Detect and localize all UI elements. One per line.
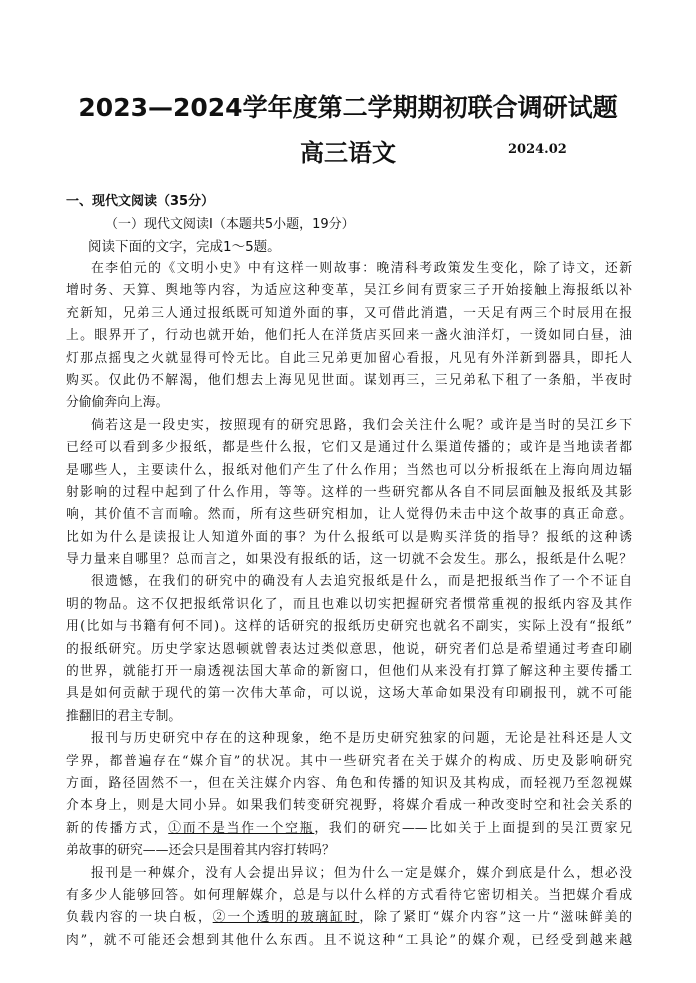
marked-phrase-2: ②一个透明的玻璃缸时 (212, 910, 360, 926)
subsection-heading: （一）现代文阅读Ⅰ（本题共5小题，19分） (105, 217, 355, 232)
passage-line: 在李伯元的《文明小史》中有这样一则故事：晚清科考政策发生变化，除了诗文，还新 (91, 261, 632, 276)
passage-line: 明的物品。这不仅把报纸常识化了，而且也难以切实把握研究者惯常重视的报纸内容及其作 (66, 596, 632, 612)
passage-line: 的报纸研究。历史学家达恩顿就曾表达过类似意思，他说，研究者们总是希望通过考查印刷 (66, 641, 632, 657)
exam-date: 2024.02 (508, 142, 567, 157)
passage-line: 倘若这是一段史实，按照现有的研究思路，我们会关注什么呢？或许是当时的吴江乡下 (91, 417, 632, 433)
passage-line: 是哪些人，主要读什么，报纸对他们产生了什么作用；当然也可以分析报纸在上海向周边辐 (66, 462, 632, 478)
passage-line: 推翻旧的君主专制。 (66, 708, 182, 724)
passage-line: 购买。仅此仍不解渴，他们想去上海见见世面。谋划再三，三兄弟私下租了一条船，半夜时 (66, 372, 632, 388)
passage-fragment: 新的传播方式， (66, 820, 169, 836)
passage-line: 的世界，就能打开一扇透视法国大革命的新窗口，但他们从来没有打算了解这种主要传播工 (66, 664, 632, 680)
passage-line: 报刊是一种媒介，没有人会提出异议；但为什么一定是媒介，媒介到底是什么，想必没 (91, 865, 632, 881)
passage-line: 弟故事的研究——还会只是围着其内容打转吗？ (66, 843, 335, 859)
passage-line: 灯那点摇曳之火就显得可怜无比。自此三兄弟更加留心看报，凡见有外洋新到器具，即托人 (66, 350, 632, 366)
passage-line: 充新知，兄弟三人通过报纸既可知道外面的事，又可借此消遣，一天足有两三个时辰用在报 (66, 305, 632, 321)
passage-line: 用(比如与书籍有何不同)。这样的话研究的报纸历史研究也就名不副实，实际上没有“报纸” (66, 619, 632, 635)
passage-line: 已经可以看到多少报纸，都是些什么报，它们又是通过什么渠道传播的；或许是当地读者都 (66, 440, 632, 456)
passage-line: 报刊与历史研究中存在的这种现象，绝不是历史研究独家的问题，无论是社科还是人文 (91, 731, 632, 747)
passage-line: 导力量来自哪里？总而言之，如果没有报纸的话，这一切就不会发生。那么，报纸是什么呢？ (66, 552, 632, 568)
passage-line: 增时务、天算、舆地等内容，为适应这种变革，吴江乡间有贾家三子开始接触上海报纸以补 (66, 283, 632, 299)
passage-line: 分偷偷奔向上海。 (66, 395, 169, 411)
passage-fragment: ，除了紧盯“媒介内容”这一片“滋味鲜美的 (359, 910, 632, 926)
passage-fragment: ，我们的研究——比如关于上面提到的吴江贾家兄 (314, 820, 632, 836)
passage-line: 肉”，就不可能还会想到其他什么东西。且不说这种“工具论”的媒介观，已经受到越来越 (66, 932, 632, 948)
passage-line: 射影响的过程中起到了什么作用，等等。这样的一些研究都从各自不同层面触及报纸及其影 (66, 484, 632, 500)
exam-subject: 高三语文 (300, 139, 396, 167)
passage-line: 方面，路径固然不一，但在关注媒介内容、角色和传播的知识及其构成，而轻视乃至忽视媒 (66, 775, 632, 791)
passage-line: 很遗憾，在我们的研究中的确没有人去追究报纸是什么，而是把报纸当作了一个不证自 (91, 574, 632, 590)
passage-line (66, 818, 632, 840)
passage-line: 上。眼界开了，行动也就开始，他们托人在洋货店买回来一盏火油洋灯，一烫如同白昼，油 (66, 328, 632, 344)
passage-line: 学界，都普遍存在“媒介盲”的状况。其中一些研究者在关于媒介的构成、历史及影响研究 (66, 753, 632, 769)
passage-line: 比如为什么是读报让人知道外面的事？为什么报纸可以是购买洋货的指导？报纸的这种诱 (66, 529, 632, 545)
passage-line: 有多少人能够回答。如何理解媒介，总是与以什么样的方式看待它密切相关。当把媒介看成 (66, 887, 632, 903)
passage-line: 响，其价值不言而喻。然而，所有这些研究相加，让人觉得仍未击中这个故事的真正命意。 (66, 507, 632, 523)
passage-line: 具是如何贡献于现代的第一次伟大革命，可以说，这场大革命如果没有印刷报刊，就不可能 (66, 686, 632, 702)
reading-instruction: 阅读下面的文字，完成1～5题。 (88, 239, 281, 255)
exam-title: 2023—2024学年度第二学期期初联合调研试题 (78, 93, 618, 122)
passage-line (66, 907, 632, 929)
section-heading: 一、现代文阅读（35分） (66, 194, 215, 209)
passage-body (66, 258, 632, 952)
passage-fragment: 负载内容的一块白板， (66, 910, 213, 926)
passage-line: 介本身上，则是大同小异。如果我们转变研究视野，将媒介看成一种改变时空和社会关系的 (66, 798, 632, 814)
marked-phrase-1: ①而不是当作一个空瓶 (168, 820, 315, 836)
